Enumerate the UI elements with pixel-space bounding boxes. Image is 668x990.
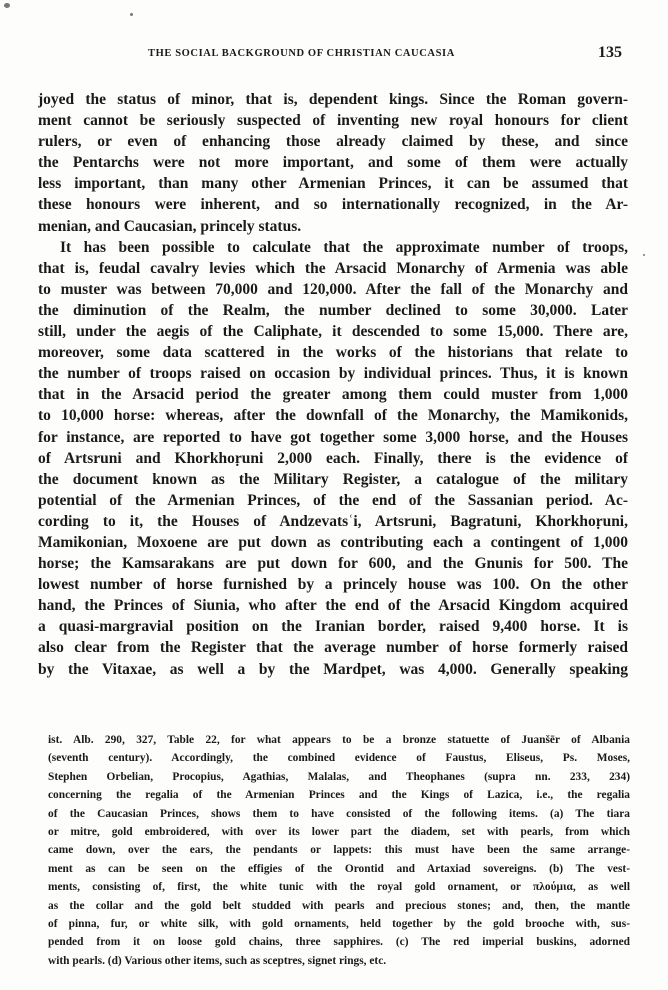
page-number: 135: [598, 44, 622, 61]
running-title: THE SOCIAL BACKGROUND OF CHRISTIAN CAUCASIA: [148, 48, 455, 59]
body-line: that is, feudal cavalry levies which the Arsacid Monarchy of Armenia was able: [38, 259, 628, 277]
body-line: It has been possible to calculate that the approximate number of troops,: [60, 238, 628, 256]
body-line: horse; the Kamsarakans are put down for 600, and the Gnunis for 500. The: [38, 555, 628, 573]
footnotes: [48, 731, 630, 970]
body-line: menian, and Caucasian, princely status.: [38, 217, 302, 235]
running-head: [40, 44, 630, 64]
body-line: hand, the Princes of Siunia, who after the end of the Arsacid Kingdom acquired: [38, 597, 628, 615]
footnote-line: as the collar and the gold belt studded with pearls and precious stones; and, then, the mantle: [48, 899, 630, 912]
scan-speck: [643, 254, 645, 256]
body-text: [38, 89, 628, 680]
footnote-line: of pinna, fur, or white silk, with gold ornaments, held together by the gold brooche with, sus-: [48, 917, 630, 930]
body-line: that in the Arsacid period the greater among them could muster from 1,000: [38, 386, 628, 404]
body-line: the Pentarchs were not more important, and some of them were actually: [38, 154, 628, 172]
body-line: joyed the status of minor, that is, dependent kings. Since the Roman govern-: [38, 91, 628, 108]
scan-speck: [4, 3, 10, 8]
body-line: Mamikonian, Moxoene are put down as contributing each a contingent of 1,000: [38, 533, 628, 551]
body-line: cording to it, the Houses of Andzevatsʿi, Artsruni, Bagratuni, Khorkhoṛuni,: [38, 512, 628, 530]
body-line: lowest number of horse furnished by a princely house was 100. On the other: [38, 576, 628, 594]
body-line: less important, than many other Armenian Princes, it can be assumed that: [38, 175, 628, 193]
footnote-line: came down, over the ears, the pendants or lappets: this must have been the same arrange-: [48, 844, 630, 857]
body-line: for instance, are reported to have got together some 3,000 horse, and the Houses: [38, 428, 628, 446]
body-line: the number of troops raised on occasion by individual princes. Thus, it is known: [38, 365, 628, 383]
body-line: rulers, or even of enhancing those already claimed by these, and since: [38, 133, 628, 151]
body-line: moreover, some data scattered in the works of the historians that relate to: [38, 344, 628, 362]
footnote-line: ist. Alb. 290, 327, Table 22, for what appears to be a bronze statuette of Juanšēr of Albania: [48, 734, 630, 746]
body-line: the document known as the Military Register, a catalogue of the military: [38, 470, 628, 488]
footnote-line: pended from it on loose gold chains, three sapphires. (c) The red imperial buskins, adorned: [48, 936, 630, 949]
body-line: by the Vitaxae, as well a by the Mardpet, was 4,000. Generally speaking: [38, 660, 628, 678]
footnote-line: ment as can be seen on the effigies of the Orontid and Artaxiad sovereigns. (b) The vest-: [48, 862, 630, 875]
body-line: the diminution of the Realm, the number declined to some 30,000. Later: [38, 301, 628, 319]
body-line: to muster was between 70,000 and 120,000. After the fall of the Monarchy and: [38, 280, 628, 298]
footnote-line: with pearls. (d) Various other items, such as sceptres, signet rings, etc.: [48, 954, 387, 967]
body-line: still, under the aegis of the Caliphate, it descended to some 15,000. There are,: [38, 323, 628, 341]
footnote-line: or mitre, gold embroidered, with over its lower part the diadem, set with pearls, from which: [48, 825, 630, 838]
body-line: ment cannot be seriously suspected of inventing new royal honours for client: [38, 112, 628, 130]
footnote-line: concerning the regalia of the Armenian Princes and the Kings of Lazica, i.e., the regalia: [48, 789, 630, 802]
footnote-line: of the Caucasian Princes, shows them to have consisted of the following items. (a) The tiara: [48, 807, 630, 820]
body-line: also clear from the Register that the average number of horse formerly raised: [38, 639, 628, 657]
body-line: potential of the Armenian Princes, of the end of the Sassanian period. Ac-: [38, 491, 628, 509]
footnote-line: Stephen Orbelian, Procopius, Agathias, Malalas, and Theophanes (supra nn. 233, 234): [48, 770, 630, 783]
body-line: a quasi-margravial position on the Iranian border, raised 9,400 horse. It is: [38, 618, 628, 636]
body-line: these honours were inherent, and so internationally recognized, in the Ar-: [38, 196, 628, 214]
body-line: of Artsruni and Khorkhoṛuni 2,000 each. Finally, there is the evidence of: [38, 449, 628, 467]
body-line: to 10,000 horse: whereas, after the downfall of the Monarchy, the Mamikonids,: [38, 407, 628, 425]
footnote-line: ments, consisting of, first, the white tunic with the royal gold ornament, or πλούμια, as well: [48, 881, 630, 894]
footnote-line: (seventh century). Accordingly, the combined evidence of Faustus, Eliseus, Ps. Moses,: [48, 752, 630, 765]
scan-speck: [130, 13, 133, 16]
